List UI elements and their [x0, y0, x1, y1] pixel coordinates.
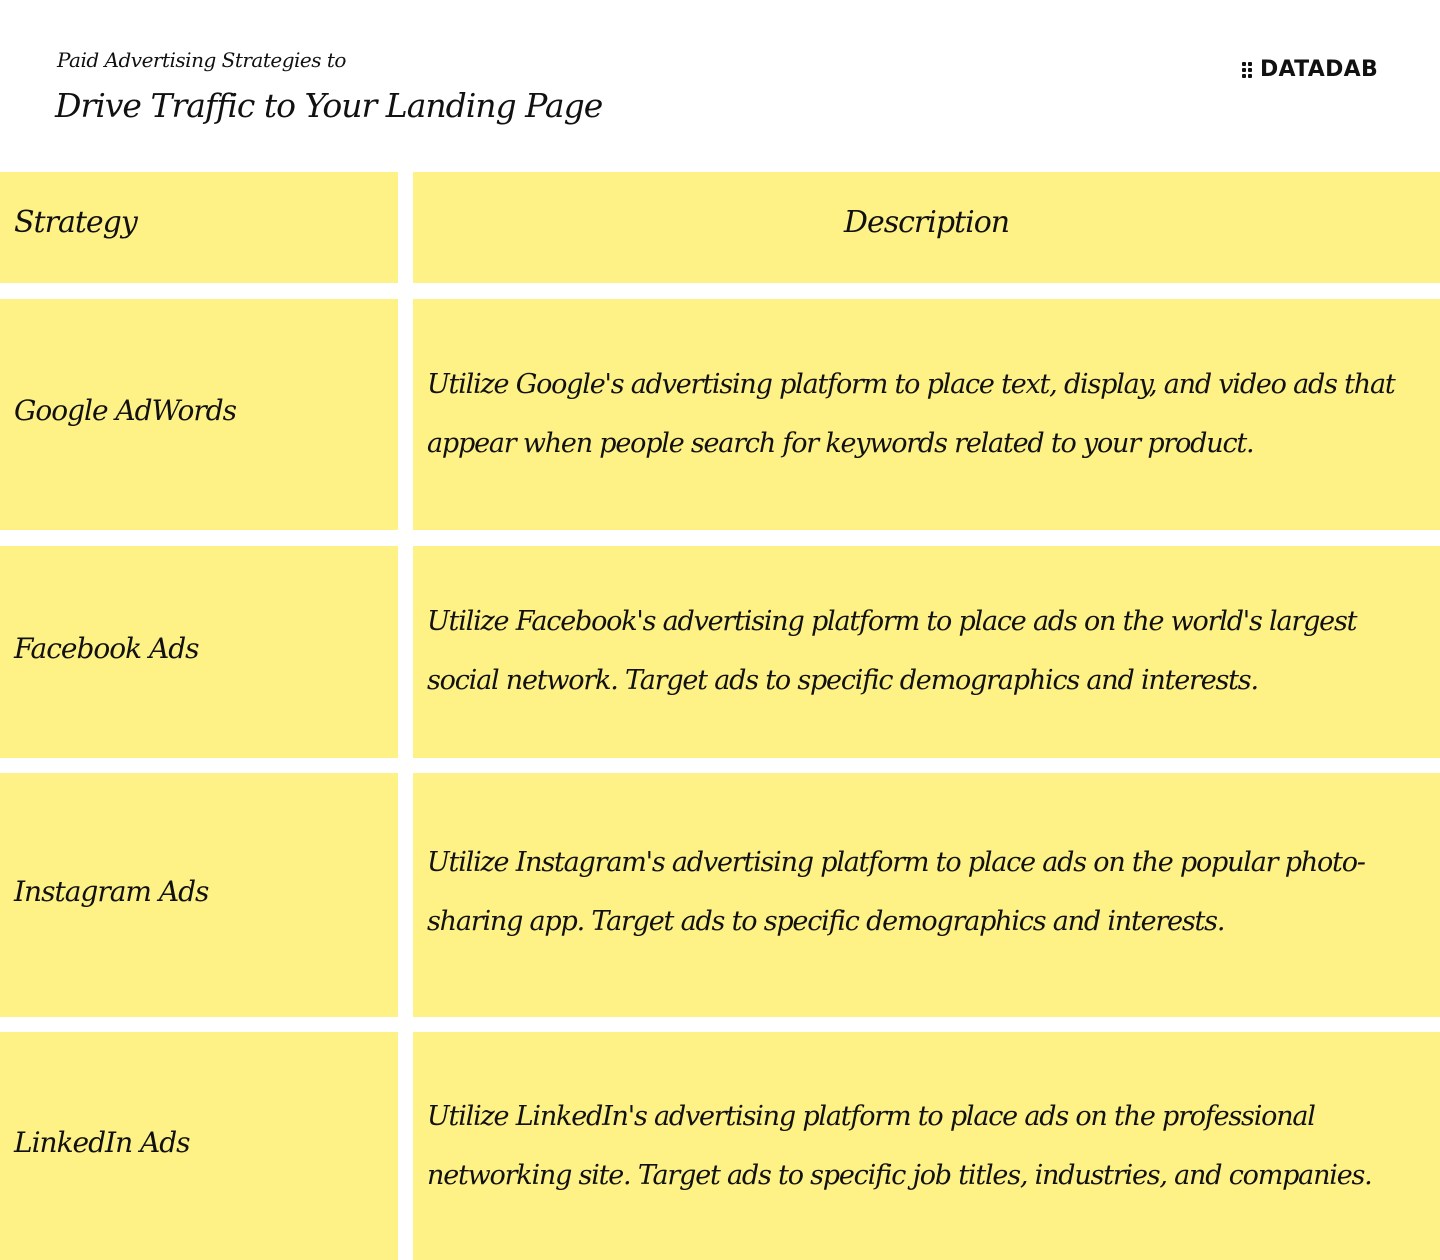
- strategy-column-header: [0, 172, 398, 283]
- strategy-description: Utilize Facebook's advertising platform to place ads on the world's largest social network. Target ads to specific demographics and interests.: [427, 606, 1357, 696]
- table-row-description-cell: [413, 299, 1440, 530]
- table-row-description-cell: [413, 546, 1440, 758]
- table-row-description-cell: [413, 773, 1440, 1017]
- table-row-strategy-cell: [0, 299, 398, 530]
- strategy-description: Utilize Instagram's advertising platform to place ads on the popular photo-sharing app. Target ads to specific demographics and interests.: [427, 847, 1365, 937]
- strategy-name: LinkedIn Ads: [14, 1126, 190, 1159]
- strategy-description: Utilize Google's advertising platform to place text, display, and video ads that appear when people search for keywords related to your product.: [427, 369, 1395, 459]
- description-column-header: [413, 172, 1440, 283]
- strategy-name: Google AdWords: [14, 394, 236, 427]
- page-header: [0, 0, 1440, 172]
- strategy-header-label: Strategy: [14, 205, 137, 240]
- datadab-logo[interactable]: [1242, 58, 1378, 82]
- strategy-name: Instagram Ads: [14, 875, 209, 908]
- strategy-name: Facebook Ads: [14, 632, 199, 665]
- strategy-description: Utilize LinkedIn's advertising platform to place ads on the professional networking site. Target ads to specific job titles, industries, and companies.: [427, 1101, 1372, 1191]
- table-row-strategy-cell: [0, 1032, 398, 1260]
- page-subtitle: Paid Advertising Strategies to: [57, 48, 346, 72]
- table-row-description-cell: [413, 1032, 1440, 1260]
- logo-text: DATADAB: [1260, 57, 1379, 82]
- table-row-strategy-cell: [0, 546, 398, 758]
- page-title: Drive Traffic to Your Landing Page: [55, 86, 603, 125]
- dot-grid-icon: [1242, 59, 1256, 81]
- table-row-strategy-cell: [0, 773, 398, 1017]
- description-header-label: Description: [843, 205, 1010, 240]
